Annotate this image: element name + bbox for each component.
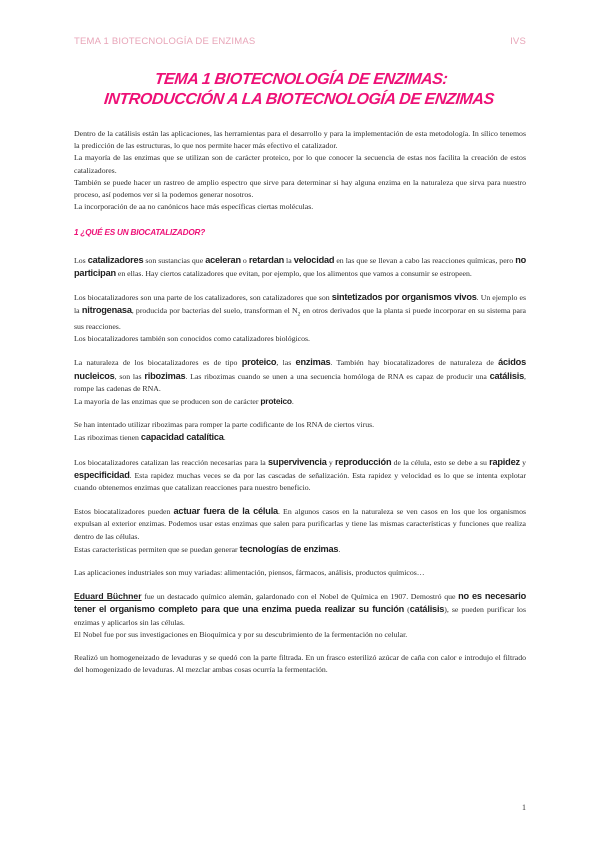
paragraph-buchner: Eduard Büchner fue un destacado químico alemán, galardonado con el Nobel de Química en 1907. Demostró que no es necesario tener el organismo completo para que una enzima pueda realizar su función (catálisis), se pueden purificar los enzimas y aplicarlos sin las células. (74, 591, 526, 627)
paragraph-fuera-celula: Estos biocatalizadores pueden actuar fuera de la célula. En algunos casos en la naturaleza se ven casos en los que los organismos expulsan al exterior enzimas. Podemos usar estas enzimas que salen para purificarlas y tiene las mismas características y funciones que realiza dentro de las células. (74, 506, 526, 541)
paragraph-biocatalizadores: Los biocatalizadores son una parte de los catalizadores, son catalizadores que son sintetizados por organismos vivos. Un ejemplo es la nitrogenasa, producida por bacterias del suelo, transforman el $N_2$ en otros derivados que la planta si puede incorporar en su sistema para sus reacciones. (74, 292, 526, 331)
header-author: IVS (510, 36, 526, 47)
paragraph-ribozimas: Se han intentado utilizar ribozimas para romper la parte codificante de los RNA de ciertos virus. (74, 420, 375, 430)
title-line-1: TEMA 1 BIOTECNOLOGÍA DE ENZIMAS: (153, 71, 449, 88)
intro-paragraph-1: Dentro de la catálisis están las aplicaciones, las herramientas para el desarrollo y para la implementación de esta metodología. In sílico tenemos la predicción de las estructuras, lo que nos permite hacer más efectivo el catalizador. (74, 129, 526, 151)
paragraph-homogeneizado: Realizó un homogeneizado de levaduras y se quedó con la parte filtrada. En un frasco esterilizó azúcar de caña con calor e introdujo el filtrado del homogenizado de levaduras. Al mezclar ambas cosas ocurría la fermentación. (74, 653, 526, 675)
paragraph-biocatalizadores-2: Los biocatalizadores también son conocidos como catalizadores biológicos. (74, 334, 311, 344)
paragraph-ribozimas-2: Las ribozimas tienen capacidad catalítica. (74, 432, 226, 443)
header-title: TEMA 1 BIOTECNOLOGÍA DE ENZIMAS (74, 36, 256, 47)
paragraph-naturaleza: La naturaleza de los biocatalizadores es de tipo proteico, las enzimas. También hay biocatalizadores de naturaleza de ácidos nucleicos, son las ribozimas. Las ribozimas cuando se unen a una secuencia homóloga de RNA es capaz de producir una catálisis, rompe las cadenas de RNA. (74, 357, 526, 393)
title-line-2: INTRODUCCIÓN A LA BIOTECNOLOGÍA DE ENZIMAS (103, 91, 495, 108)
paragraph-buchner-2: El Nobel fue por sus investigaciones en Bioquímica y por su descubrimiento de la fermentación no celular. (74, 629, 408, 639)
paragraph-catalizadores: Los catalizadores son sustancias que aceleran o retardan la velocidad en las que se llevan a cabo las reacciones químicas, pero no participan en ellas. Hay ciertos catalizadores que evitan, por ejemplo, que los alimentos que vamos a consumir se estropeen. (74, 254, 527, 278)
paragraph-fuera-celula-2: Estas características permiten que se puedan generar tecnologías de enzimas. (74, 543, 341, 554)
page-number: 1 (522, 803, 526, 812)
paragraph-supervivencia: Los biocatalizadores catalizan las reacción necesarias para la supervivencia y reproducción de la célula, esto se debe a su rapidez y especificidad. Esta rapidez muchas veces se da por las cascadas de señalización. Esta rapidez y velocidad es lo que se intenta explotar cuando obtenemos enzimas que catalizan reacciones para nuestro beneficio. (74, 456, 526, 493)
intro-paragraph-3: También se puede hacer un rastreo de amplio espectro que sirve para determinar si hay alguna enzima en la naturaleza que sirva para nuestro proceso, así podemos ver si la podemos generar nosotros. (74, 177, 526, 200)
intro-paragraph-4: La incorporación de aa no canónicos hace más específicas ciertas moléculas. (74, 202, 314, 212)
document-title (72, 70, 528, 110)
document-body (74, 128, 526, 676)
paragraph-aplicaciones: Las aplicaciones industriales son muy variadas: alimentación, piensos, fármacos, análisis, productos químicos… (74, 568, 425, 578)
paragraph-naturaleza-2: La mayoría de las enzimas que se producen son de carácter proteico. (74, 396, 294, 406)
section-heading-1: 1 ¿QUÉ ES UN BIOCATALIZADOR? (74, 228, 206, 238)
intro-paragraph-2: La mayoría de las enzimas que se utilizan son de carácter proteico, por lo que conocer la secuencia de estas nos facilita la creación de estos catalizadores. (74, 153, 526, 175)
